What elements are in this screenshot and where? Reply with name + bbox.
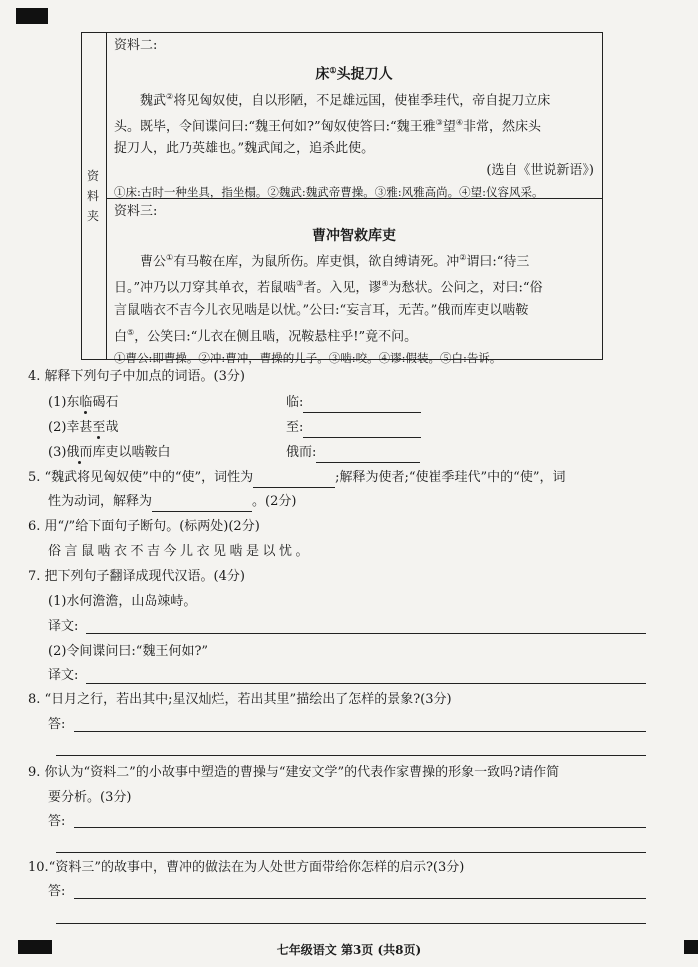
note-ref: ③ — [435, 117, 443, 127]
text: 为愁状。公问之，对曰:“俗 — [388, 280, 543, 296]
side-char: 料 — [87, 189, 100, 203]
question-4: 4. 解释下列句子中加点的词语。(3分) — [28, 369, 245, 384]
answer-line[interactable] — [56, 852, 646, 853]
question-7: 7. 把下列句子翻译成现代汉语。(4分) — [28, 569, 245, 584]
side-char: 夹 — [87, 209, 100, 223]
question-5 — [28, 468, 565, 488]
answer-blank[interactable] — [303, 422, 421, 438]
text: 曹公 — [140, 254, 167, 270]
answer-line[interactable] — [74, 731, 646, 732]
text: 5. “魏武将见匈奴使”中的“使”，词性为 — [28, 470, 254, 485]
q10-answer-label: 答: — [48, 884, 66, 899]
q4-item-2 — [48, 418, 118, 438]
question-9: 9. 你认为“资料二”的小故事中塑造的曹操与“建安文学”的代表作家曹操的形象一致吗?请作简 — [28, 765, 560, 780]
question-6: 6. 用“/”给下面句子断句。(标两处)(2分) — [28, 519, 260, 534]
text: ，公笑曰:“儿衣在侧且啮，况鞍悬柱乎!”竟不问。 — [134, 328, 418, 344]
note-ref: ④ — [455, 117, 464, 127]
answer-line[interactable] — [56, 923, 646, 924]
q4-item-1 — [48, 393, 118, 413]
text: 望 — [442, 119, 456, 135]
answer-label: 俄而: — [286, 445, 317, 460]
answer-blank[interactable] — [152, 496, 252, 512]
q6-sentence: 俗言鼠啮衣不吉今儿衣见啮是以忧。 — [48, 544, 313, 559]
title-part: 床 — [315, 66, 330, 83]
note-ref: ① — [329, 65, 337, 75]
question-9-cont: 要分析。(3分) — [48, 790, 132, 805]
text: 言鼠啮衣不吉今儿衣见啮是以忧。”公曰:“妄言耳，无苦。”俄而库吏以啮鞍 — [114, 302, 529, 318]
answer-label: 至: — [286, 420, 304, 435]
answer-blank[interactable] — [316, 447, 420, 463]
q4-answer-3 — [286, 443, 420, 463]
answer-line[interactable] — [86, 683, 646, 684]
footnotes: ①床:古时一种坐具，指坐榻。②魏武:魏武帝曹操。③雅:风雅高尚。④望:仪容风采。 — [114, 185, 544, 200]
note-ref: ① — [166, 253, 174, 262]
text: 库吏以啮鞍白 — [92, 445, 171, 460]
note-ref: ③ — [296, 279, 304, 289]
footnotes: ①曹公:即曹操。②冲:曹冲，曹操的儿子。③啮:咬。④谬:假装。⑤白:告诉。 — [114, 350, 502, 365]
note-ref: ⑤ — [127, 327, 135, 337]
material-heading: 资料三: — [114, 204, 158, 219]
questions — [28, 0, 658, 967]
note-ref: ② — [459, 253, 467, 262]
answer-blank[interactable] — [253, 472, 335, 488]
answer-line[interactable] — [86, 633, 646, 634]
text: 碣石 — [92, 395, 119, 410]
note-ref: ② — [166, 91, 174, 101]
q7-answer-label-2: 译文: — [48, 668, 79, 683]
text: 将见匈奴使，自以形陋，不足雄远国，使崔季珪代，帝自捉刀立床 — [173, 92, 551, 108]
page-footer: 七年级语文 第3页 (共8页) — [276, 943, 422, 957]
dotted-word: 俄而 — [66, 445, 93, 460]
title-part: 头捉刀人 — [336, 66, 393, 83]
q8-answer-label: 答: — [48, 717, 66, 732]
q9-answer-label: 答: — [48, 814, 66, 829]
dotted-word: 至 — [92, 420, 106, 435]
text: 头。既毕，令间谍问曰:“魏王何如?”匈奴使答曰:“魏王雅 — [114, 119, 436, 135]
text: 谓曰:“待三 — [466, 254, 530, 270]
text: (3) — [48, 445, 67, 460]
text: (1)东 — [48, 395, 80, 410]
q7-item-2: (2)令间谍问曰:“魏王何如?” — [48, 644, 209, 659]
q7-answer-label-1: 译文: — [48, 619, 79, 634]
note-ref: ④ — [381, 279, 389, 289]
side-char: 资 — [87, 169, 100, 183]
text: 非常，然床头 — [463, 119, 542, 135]
text: 。(2分) — [252, 494, 297, 509]
material-title: 曹冲智救库吏 — [312, 228, 396, 244]
answer-blank[interactable] — [303, 397, 421, 413]
text: 有马鞍在库，为鼠所伤。库吏惧，欲自缚请死。冲 — [173, 254, 460, 270]
q4-item-3 — [48, 443, 170, 463]
text: 魏武 — [140, 92, 167, 108]
text: ;解释为使者;“使崔季珪代”中的“使”，词 — [335, 470, 566, 485]
text: 白 — [114, 328, 128, 344]
text: 者。入见，谬 — [303, 280, 382, 296]
source-citation: (选自《世说新语》) — [486, 163, 594, 179]
text: 性为动词，解释为 — [48, 494, 153, 509]
dotted-word: 临 — [79, 395, 93, 410]
text: 哉 — [105, 420, 119, 435]
q4-answer-1 — [286, 393, 421, 413]
answer-line[interactable] — [56, 755, 646, 756]
text: (2)幸甚 — [48, 420, 93, 435]
answer-line[interactable] — [74, 827, 646, 828]
question-5-cont — [48, 492, 296, 512]
question-8: 8. “日月之行，若出其中;星汉灿烂，若出其里”描绘出了怎样的景象?(3分) — [28, 692, 452, 707]
q4-answer-2 — [286, 418, 421, 438]
text: 捉刀人，此乃英雄也。”魏武闻之，追杀此使。 — [114, 141, 375, 157]
text: 日。”冲乃以刀穿其单衣，若鼠啮 — [114, 280, 297, 296]
answer-label: 临: — [286, 395, 304, 410]
question-10: 10.“资料三”的故事中，曹冲的做法在为人处世方面带给你怎样的启示?(3分) — [28, 860, 465, 875]
material-heading: 资料二: — [114, 38, 158, 53]
q7-item-1: (1)水何澹澹，山岛竦峙。 — [48, 594, 197, 609]
answer-line[interactable] — [74, 898, 646, 899]
